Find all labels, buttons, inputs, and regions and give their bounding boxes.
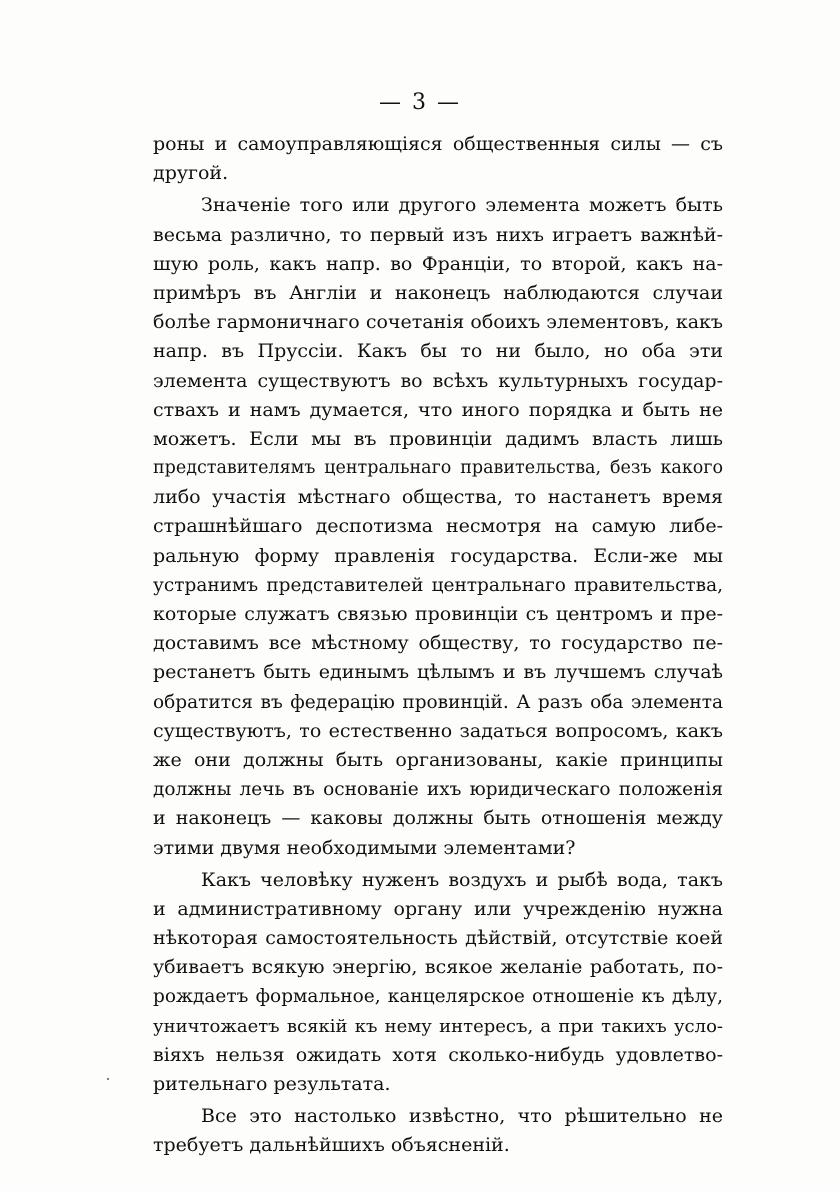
text-line: віяхъ нельзя ожидать хотя сколько-нибудь удовлетво-	[153, 1043, 723, 1066]
text-line: рительнаго результата.	[153, 1073, 391, 1095]
text-line: напр. въ Пруссіи. Какъ бы то ни было, но оба эти	[153, 340, 723, 363]
text-line: страшнѣйшаго деспотизма несмотря на самую либе-	[153, 515, 723, 538]
text-line: роны и самоуправляющіяся общественныя силы — съ	[153, 133, 723, 155]
text-line: можетъ. Если мы въ провинціи дадимъ власть лишь	[153, 427, 723, 450]
text-line: либо участія мѣстнаго общества, то настанетъ время	[153, 486, 723, 509]
text-line: примѣръ въ Англіи и наконецъ наблюдаются случаи	[153, 281, 723, 304]
text-line: которые служатъ связью провинціи съ центромъ и пре-	[153, 603, 723, 625]
body-text	[153, 130, 723, 1161]
text-line: же они должны быть организованы, какіе принципы	[153, 748, 723, 771]
text-line: и наконецъ — каковы должны быть отношенія между	[153, 807, 723, 830]
text-line: весьма различно, то первый изъ нихъ играетъ важнѣй-	[153, 223, 723, 246]
text-line: требуетъ дальнѣйшихъ объясненій.	[153, 1134, 510, 1157]
text-line: обратится въ федерацію провинцій. А разъ оба элемента	[153, 691, 723, 713]
text-line: доставимъ все мѣстному обществу, то государство пе-	[153, 632, 723, 655]
text-line: и административному органу или учрежденію нужна	[153, 897, 723, 920]
scan-speck	[107, 1078, 109, 1080]
text-line: должны лечь въ основаніе ихъ юридическаго положенія	[153, 779, 723, 801]
paragraph	[153, 130, 723, 188]
text-line: убиваетъ всякую энергію, всякое желаніе работать, по-	[153, 956, 723, 979]
text-line: элемента существуютъ во всѣхъ культурныхъ государ-	[153, 369, 723, 392]
text-line: нѣкоторая самостоятельность дѣйствій, отсутствіе коей	[153, 927, 723, 950]
text-line: ствахъ и намъ думается, что иного порядка и быть не	[153, 398, 723, 421]
text-line: другой.	[153, 162, 229, 185]
text-line: Какъ человѣку нуженъ воздухъ и рыбѣ вода, такъ	[201, 868, 723, 891]
text-line: этими двумя необходимыми элементами?	[153, 836, 576, 859]
text-line: устранимъ представителей центральнаго правительства,	[153, 574, 723, 596]
text-line: рождаетъ формальное, канцелярское отношеніе къ дѣлу,	[153, 986, 723, 1008]
text-line: Все это настолько извѣстно, что рѣшительно не	[201, 1105, 723, 1128]
paragraph	[153, 866, 723, 1100]
text-line: ральную форму правленія государства. Если-же мы	[153, 544, 723, 567]
text-line: представителямъ центральнаго правительства, безъ какого	[153, 458, 723, 479]
text-line: Значеніе того или другого элемента можетъ быть	[201, 194, 723, 217]
text-line: рестанетъ быть единымъ цѣлымъ и въ лучшемъ случаѣ	[153, 661, 723, 684]
page-number: — 3 —	[379, 90, 461, 115]
paragraph	[153, 1102, 723, 1160]
text-line: уничтожаетъ всякій къ нему интересъ, а при такихъ усло-	[153, 1015, 723, 1037]
text-line: существуютъ, то естественно задаться вопросомъ, какъ	[153, 719, 723, 742]
text-line: шую роль, какъ напр. во Франціи, то второй, какъ на-	[153, 252, 723, 275]
paragraph	[153, 191, 723, 862]
text-line: болѣе гармоничнаго сочетанія обоихъ элементовъ, какъ	[153, 311, 723, 334]
